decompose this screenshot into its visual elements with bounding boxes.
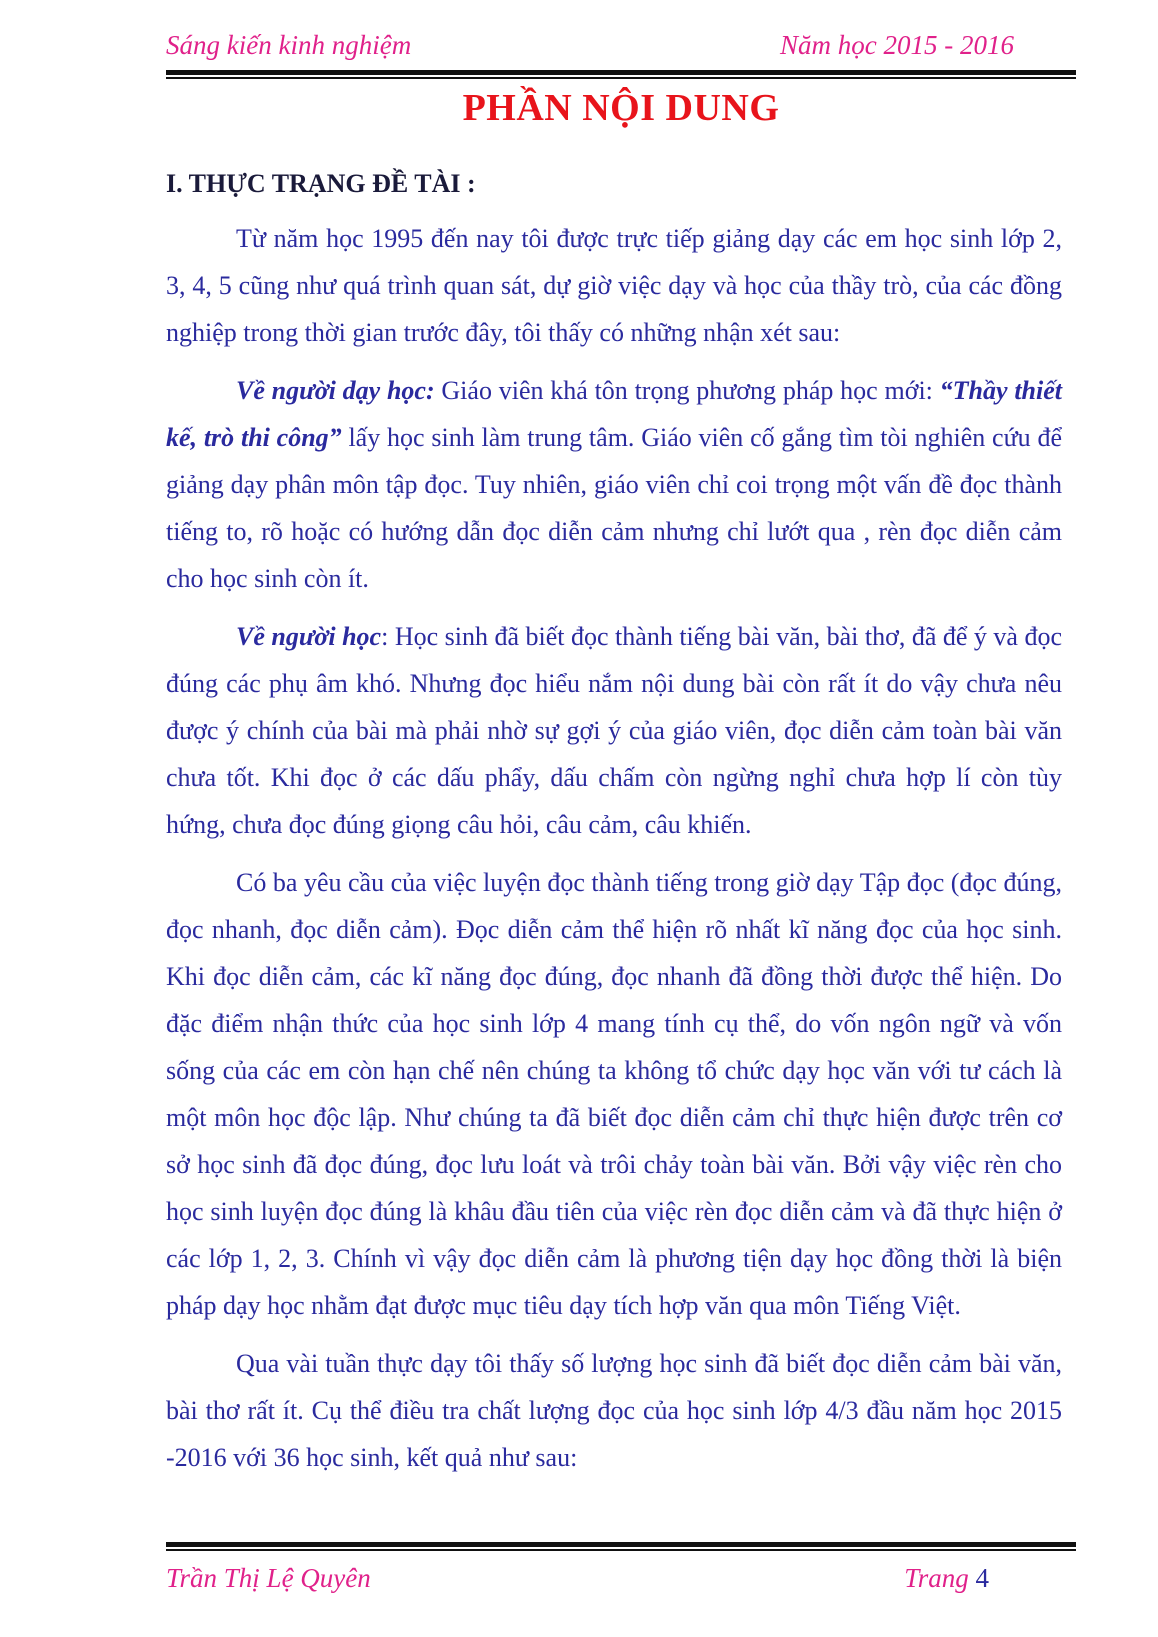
footer-page-label: Trang: [904, 1563, 969, 1593]
paragraph-teachers: Về người dạy học: Giáo viên khá tôn trọng phương pháp học mới: “Thầy thiết kế, trò thi công” lấy học sinh làm trung tâm. Giáo viên cố gắng tìm tòi nghiên cứu để giảng dạy phân môn tập đọc. Tuy nhiên, giáo viên chỉ coi trọng một vấn đề đọc thành tiếng to, rõ hoặc có hướng dẫn đọc diễn cảm nhưng chỉ lướt qua , rèn đọc diễn cảm cho học sinh còn ít.: [166, 376, 1062, 593]
paragraph-learners: Về người học: Học sinh đã biết đọc thành tiếng bài văn, bài thơ, đã để ý và đọc đúng các phụ âm khó. Nhưng đọc hiểu nắm nội dung bài còn rất ít do vậy chưa nêu được ý chính của bài mà phải nhờ sự gợi ý của giáo viên, đọc diễn cảm toàn bài văn chưa tốt. Khi đọc ở các dấu phẩy, dấu chấm còn ngừng nghỉ chưa hợp lí còn tùy hứng, chưa đọc đúng giọng câu hỏi, câu cảm, câu khiến.: [166, 622, 1063, 839]
footer-author: Trần Thị Lệ Quyên: [166, 1563, 371, 1593]
page-footer: [166, 1563, 1044, 1597]
paragraph-learners-lead: Về người học: [236, 622, 382, 651]
paragraph-intro: Từ năm học 1995 đến nay tôi được trực tiếp giảng dạy các em học sinh lớp 2, 3, 4, 5 cũng như quá trình quan sát, dự giờ việc dạy và học của thầy trò, của các đồng nghiệp trong thời gian trước đây, tôi thấy có những nhận xét sau:: [166, 224, 1062, 347]
page-title: PHẦN NỘI DUNG: [462, 87, 780, 129]
page-number: 4: [975, 1563, 989, 1593]
footer-page: [904, 1563, 989, 1594]
header-document-type: Sáng kiến kinh nghiệm: [166, 30, 412, 60]
paragraph-reading-requirements: Có ba yêu cầu của việc luyện đọc thành tiếng trong giờ dạy Tập đọc (đọc đúng, đọc nhanh, đọc diễn cảm). Đọc diễn cảm thể hiện rõ nhất kĩ năng đọc của học sinh. Khi đọc diễn cảm, các kĩ năng đọc đúng, đọc nhanh đã đồng thời được thể hiện. Do đặc điểm nhận thức của học sinh lớp 4 mang tính cụ thể, do vốn ngôn ngữ và vốn sống của các em còn hạn chế nên chúng ta không tổ chức dạy học văn với tư cách là một môn học độc lập. Như chúng ta đã biết đọc diễn cảm chỉ thực hiện được trên cơ sở học sinh đã đọc đúng, đọc lưu loát và trôi chảy toàn bài văn. Bởi vậy việc rèn cho học sinh luyện đọc đúng là khâu đầu tiên của việc rèn đọc diễn cảm và đã thực hiện ở các lớp 1, 2, 3. Chính vì vậy đọc diễn cảm là phương tiện dạy học đồng thời là biện pháp dạy học nhằm đạt được mục tiêu dạy tích hợp văn qua môn Tiếng Việt.: [166, 868, 1062, 1320]
document-body: [166, 160, 1062, 1492]
header-divider: [166, 70, 1076, 79]
paragraph-teachers-lead: Về người dạy học:: [236, 376, 435, 405]
teaching-motto-quote: “Thầy thiết kế, trò thi công”: [166, 376, 1062, 452]
paragraph-survey: Qua vài tuần thực dạy tôi thấy số lượng học sinh đã biết đọc diễn cảm bài văn, bài thơ rất ít. Cụ thể điều tra chất lượng đọc của học sinh lớp 4/3 đầu năm học 2015 -2016 với 36 học sinh, kết quả như sau:: [166, 1349, 1062, 1472]
footer-divider: [166, 1542, 1076, 1551]
section-heading: I. THỰC TRẠNG ĐỀ TÀI :: [166, 169, 476, 198]
header-school-year: Năm học 2015 - 2016: [780, 30, 1014, 60]
page-header: [166, 30, 1044, 64]
